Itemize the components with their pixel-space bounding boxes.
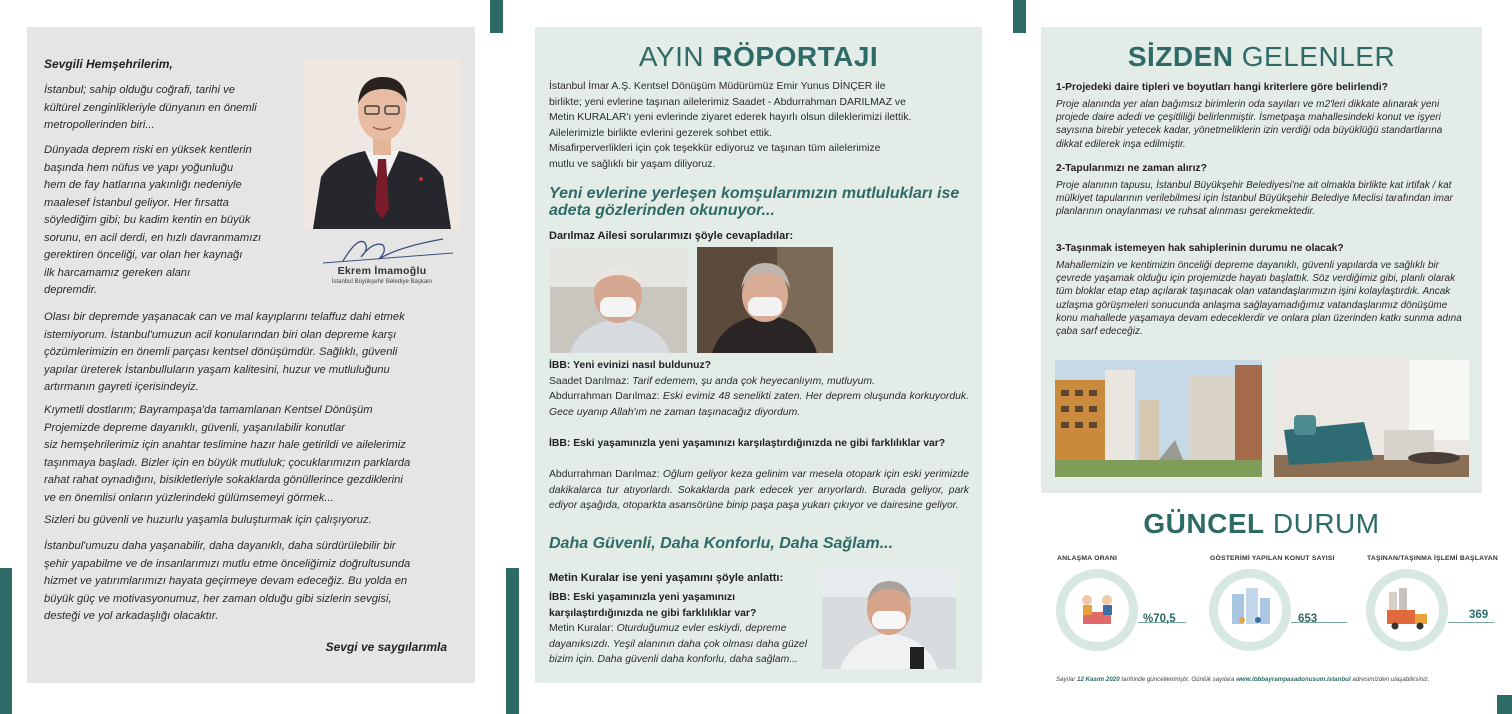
accent-bar-top-2 bbox=[1013, 0, 1026, 33]
interview-subhead-2: Metin Kuralar ise yeni yaşamını şöyle anlattı: bbox=[549, 572, 784, 584]
status-title: GÜNCEL DURUM bbox=[1143, 508, 1380, 539]
mayor-portrait-photo bbox=[303, 59, 461, 229]
interview-answer-3: Abdurrahman Darılmaz: Oğlum geliyor keza gelinim var mesela otopark için eski yerimizde dakikalarca tur atıyorlardı. Sokaklarda park edecek yer arıyorlardı. Burada geliyor, park ediyor aşağıda, otoparkta asansörüne binip paşa paşa yukarı çıkıyor ve dairesine geliyor. bbox=[549, 469, 969, 511]
stat-ring-shown-units bbox=[1209, 569, 1291, 651]
interview-headline-2: Daha Güvenli, Daha Konforlu, Daha Sağlam... bbox=[549, 535, 894, 552]
faq-question-3: 3-Taşınmak istemeyen hak sahiplerinin durumu ne olacak? bbox=[1056, 243, 1344, 254]
accent-bar-top-1 bbox=[490, 0, 503, 33]
accent-bar-mid-bottom bbox=[506, 568, 519, 714]
interview-subhead-1: Darılmaz Ailesi sorularımızı şöyle cevapladılar: bbox=[549, 230, 794, 242]
question-2: İBB: Eski yaşamınızla yeni yaşamınızı karşılaştırdığınızda ne gibi farklılıklar var? bbox=[549, 438, 946, 449]
letter-paragraph-1: İstanbul; sahip olduğu coğrafi, tarihi ve kültürel zenginlikleriyle dünyanın en önemli metropollerinden biri... bbox=[44, 84, 257, 131]
stat-value-moved: 369 bbox=[1469, 609, 1489, 621]
stat-label-shown-units: GÖSTERİMİ YAPILAN KONUT SAYISI bbox=[1210, 555, 1335, 562]
faq-answer-2: Proje alanının tapusu, İstanbul Büyükşehir Belediyesi'ne ait olmakla birlikte kat irtifak / kat mülkiyet tapularının verilebilmesi için İstanbul Büyükşehir Belediye Meclisi tarafından imar planlarının onaylanması ve ruhsat alınması gerekmektedir. bbox=[1056, 180, 1453, 218]
letter-paragraph-3: Olası bir depremde yaşanacak can ve mal kayıplarını telaffuz dahi etmek istemiyorum. İstanbul'umuzun acil konularından biri olan depreme karşı çözümlerimizin en önemli parçası kentsel dönüşümdür. Sağlıklı, güvenli yapılar üreterek İstanbulluların yaşam kalitesini, huzur ve mutluluğunu artırmanın gayreti içerisindeyiz. bbox=[44, 311, 405, 393]
stat-value-shown-units: 653 bbox=[1298, 613, 1318, 625]
interview-panel bbox=[535, 27, 982, 683]
faq-question-2: 2-Tapularımızı ne zaman alırız? bbox=[1056, 163, 1207, 174]
accent-bar-left-bottom bbox=[0, 568, 12, 714]
signatory-title: İstanbul Büyükşehir Belediye Başkanı bbox=[331, 279, 433, 285]
status-panel bbox=[1041, 505, 1512, 695]
letter-greeting: Sevgili Hemşehrilerim, bbox=[44, 57, 173, 71]
faq-title: SİZDEN GELENLER bbox=[1127, 41, 1396, 72]
interviewee-photo-man bbox=[550, 247, 687, 353]
stat-line-moved bbox=[1448, 622, 1494, 623]
stat-label-moved: TAŞINAN/TAŞINMA İŞLEMİ BAŞLAYAN bbox=[1367, 555, 1498, 562]
interview-qa-1: İBB: Yeni evinizi nasıl buldunuz? Saadet Darılmaz: Tarif edemem, şu anda çok heyecanlıyım, mutluyum. bbox=[549, 358, 969, 389]
letter-paragraph-2: Dünyada deprem riski en yüksek kentlerin başında hem nüfus ve yapı yoğunluğu hem de fay hatlarına yakınlığı nedeniyle maalesef İstanbul geliyor. Her fırsatta söylediğim gibi; bu kadim kentin en büyük sorunu, en acil derdi, en hızlı davranmamızı gerektiren önceliği, var olan her kaynağı ilk harcamamız gereken alanı depremdir. bbox=[44, 144, 262, 296]
interviewee-photo-metin bbox=[822, 567, 956, 669]
mayor-letter-panel bbox=[27, 27, 475, 683]
interview-headline-1: Yeni evlerine yerleşen komşularımızın mutlulukları ise adeta gözlerinden okunuyor... bbox=[549, 185, 960, 219]
interview-answer-2: Abdurrahman Darılmaz: Eski evimiz 48 senelikti zaten. Her deprem oluşunda korkuyorduk. Gece uyanıp Allah'ım ne zaman taşınacağız diyordum. bbox=[549, 391, 969, 418]
housing-interior-photo bbox=[1274, 360, 1469, 477]
stat-ring-moved bbox=[1366, 569, 1448, 651]
interview-intro: İstanbul İmar A.Ş. Kentsel Dönüşüm Müdürümüz Emir Yunus DİNÇER ile birlikte; yeni evlerine taşınan ailelerimiz Saadet - Abdurrahman DARILMAZ ve Metin KURALAR'ı yeni evlerinde ziyaret ederek hayırlı olsun dileklerimizi ilettik. Ailelerimizle birlikte evlerini gezerek sohbet ettik. Misafirperverlikleri için çok teşekkür ediyoruz ve taşınan tüm ailelerimize mutlu ve sağlıklı bir yaşam diliyoruz. bbox=[549, 81, 912, 170]
letter-paragraph-4: Kıymetli dostlarım; Bayrampaşa'da tamamlanan Kentsel Dönüşüm Projemizde depreme dayanıklı, güvenli, yaşanılabilir konutlar siz hemşehrilerimiz için anahtar teslimine hazır hale getirildi ve ailelerimiz taşınmaya başladı. Bizler için en büyük mutluluk; çocuklarımızın parklarda rahat rahat oynadığını, bisikletleriyle sokaklarda gönüllerince gezdiklerini ve en önemlisi onların yüzlerindeki gülümsemeyi görmek... bbox=[44, 404, 411, 504]
status-footnote-link[interactable]: www.ibbbayrampasadonusum.istanbul bbox=[1236, 676, 1351, 683]
stat-value-agreement: %70,5 bbox=[1143, 613, 1176, 625]
faq-question-1: 1-Projedeki daire tipleri ve boyutları hangi kriterlere göre belirlendi? bbox=[1056, 82, 1388, 93]
stat-ring-agreement bbox=[1056, 569, 1138, 651]
signatory-name: Ekrem İmamoğlu bbox=[337, 265, 427, 277]
stat-label-agreement: ANLAŞMA ORANI bbox=[1057, 555, 1118, 562]
faq-answer-3: Mahallemizin ve kentimizin önceliği depreme dayanıklı, güvenli yapılarda ve sağlıklı bir çevrede yaşamak olduğu için projemizde hayatı başlattık. Söz verdiğimiz gibi, planlı olarak tüm bloklar etap etap açılarak taşınacak olan vatandaşlarımızın işini kolaylaştırdık. Ancak uzlaşma görüşmeleri sonucunda anlaşma sağlayamadığımız vatandaşlarımız dönüşüme konu mahallede yaşamaya devam edeceklerdir ve onlara plan üzerinden katkı sunma adına çaba sarf edeceğiz. bbox=[1056, 260, 1462, 338]
handshake-people-icon bbox=[1065, 578, 1129, 642]
question-1: İBB: Yeni evinizi nasıl buldunuz? bbox=[549, 360, 712, 371]
letter-closing: Sevgi ve saygılarımla bbox=[325, 640, 447, 654]
question-3: İBB: Eski yaşamınızla yeni yaşamınızı karşılaştırdığınızda ne gibi farklılıklar var? bbox=[549, 592, 757, 619]
faq-panel bbox=[1041, 27, 1482, 493]
letter-paragraph-5: Sizleri bu güvenli ve huzurlu yaşamla buluşturmak için çalışıyoruz. bbox=[44, 514, 372, 526]
mayor-signature bbox=[303, 231, 461, 267]
faq-answer-1: Proje alanında yer alan bağımsız birimlerin oda sayıları ve m2'leri dikkate alınarak yeni projede daire adedi ve çeşitliliği belirlenmiştir. İsmetpaşa mahallesindeki konut ve işyeri sayısına birebir yetecek kadar, yönetmeliklerin izin verdiği oda büyüklüğü standartlarına dikkat edilerek inşa edilmiştir. bbox=[1056, 99, 1443, 150]
buildings-people-icon bbox=[1218, 578, 1282, 642]
interview-qa-3: İBB: Eski yaşamınızla yeni yaşamınızı karşılaştırdığınızda ne gibi farklılıklar var? Metin Kuralar: Oturduğumuz evler eskiydi, depreme dayanıksızdı. Yeşil alanının daha çok olması daha güzel bizim için. Daha güvenli daha konforlu, daha sağlam... bbox=[549, 590, 814, 668]
status-footnote: Sayılar 12 Kasım 2020 tarihinde güncellenmiştir. Günlük sayılara www.ibbbayrampasadonusum.istanbul adresimizden ulaşabilirsiniz. bbox=[1056, 676, 1430, 683]
interviewee-photo-woman bbox=[697, 247, 833, 353]
housing-exterior-photo bbox=[1055, 360, 1262, 477]
letter-paragraph-6: İstanbul'umuzu daha yaşanabilir, daha dayanıklı, daha sürdürülebilir bir şehir yapabilme ve de insanlarımızı mutlu etme önceliğimiz doğrultusunda hizmet ve yatırımlarımızı hayata geçirmeye devam edeceğiz. Bu yolda en büyük güç ve motivasyonumuz, her zaman olduğu gibi sizlerin sevgisi, desteği ve yol arkadaşlığı olacaktır. bbox=[44, 540, 411, 622]
moving-truck-icon bbox=[1375, 578, 1439, 642]
interview-title: AYIN RÖPORTAJI bbox=[638, 41, 879, 72]
